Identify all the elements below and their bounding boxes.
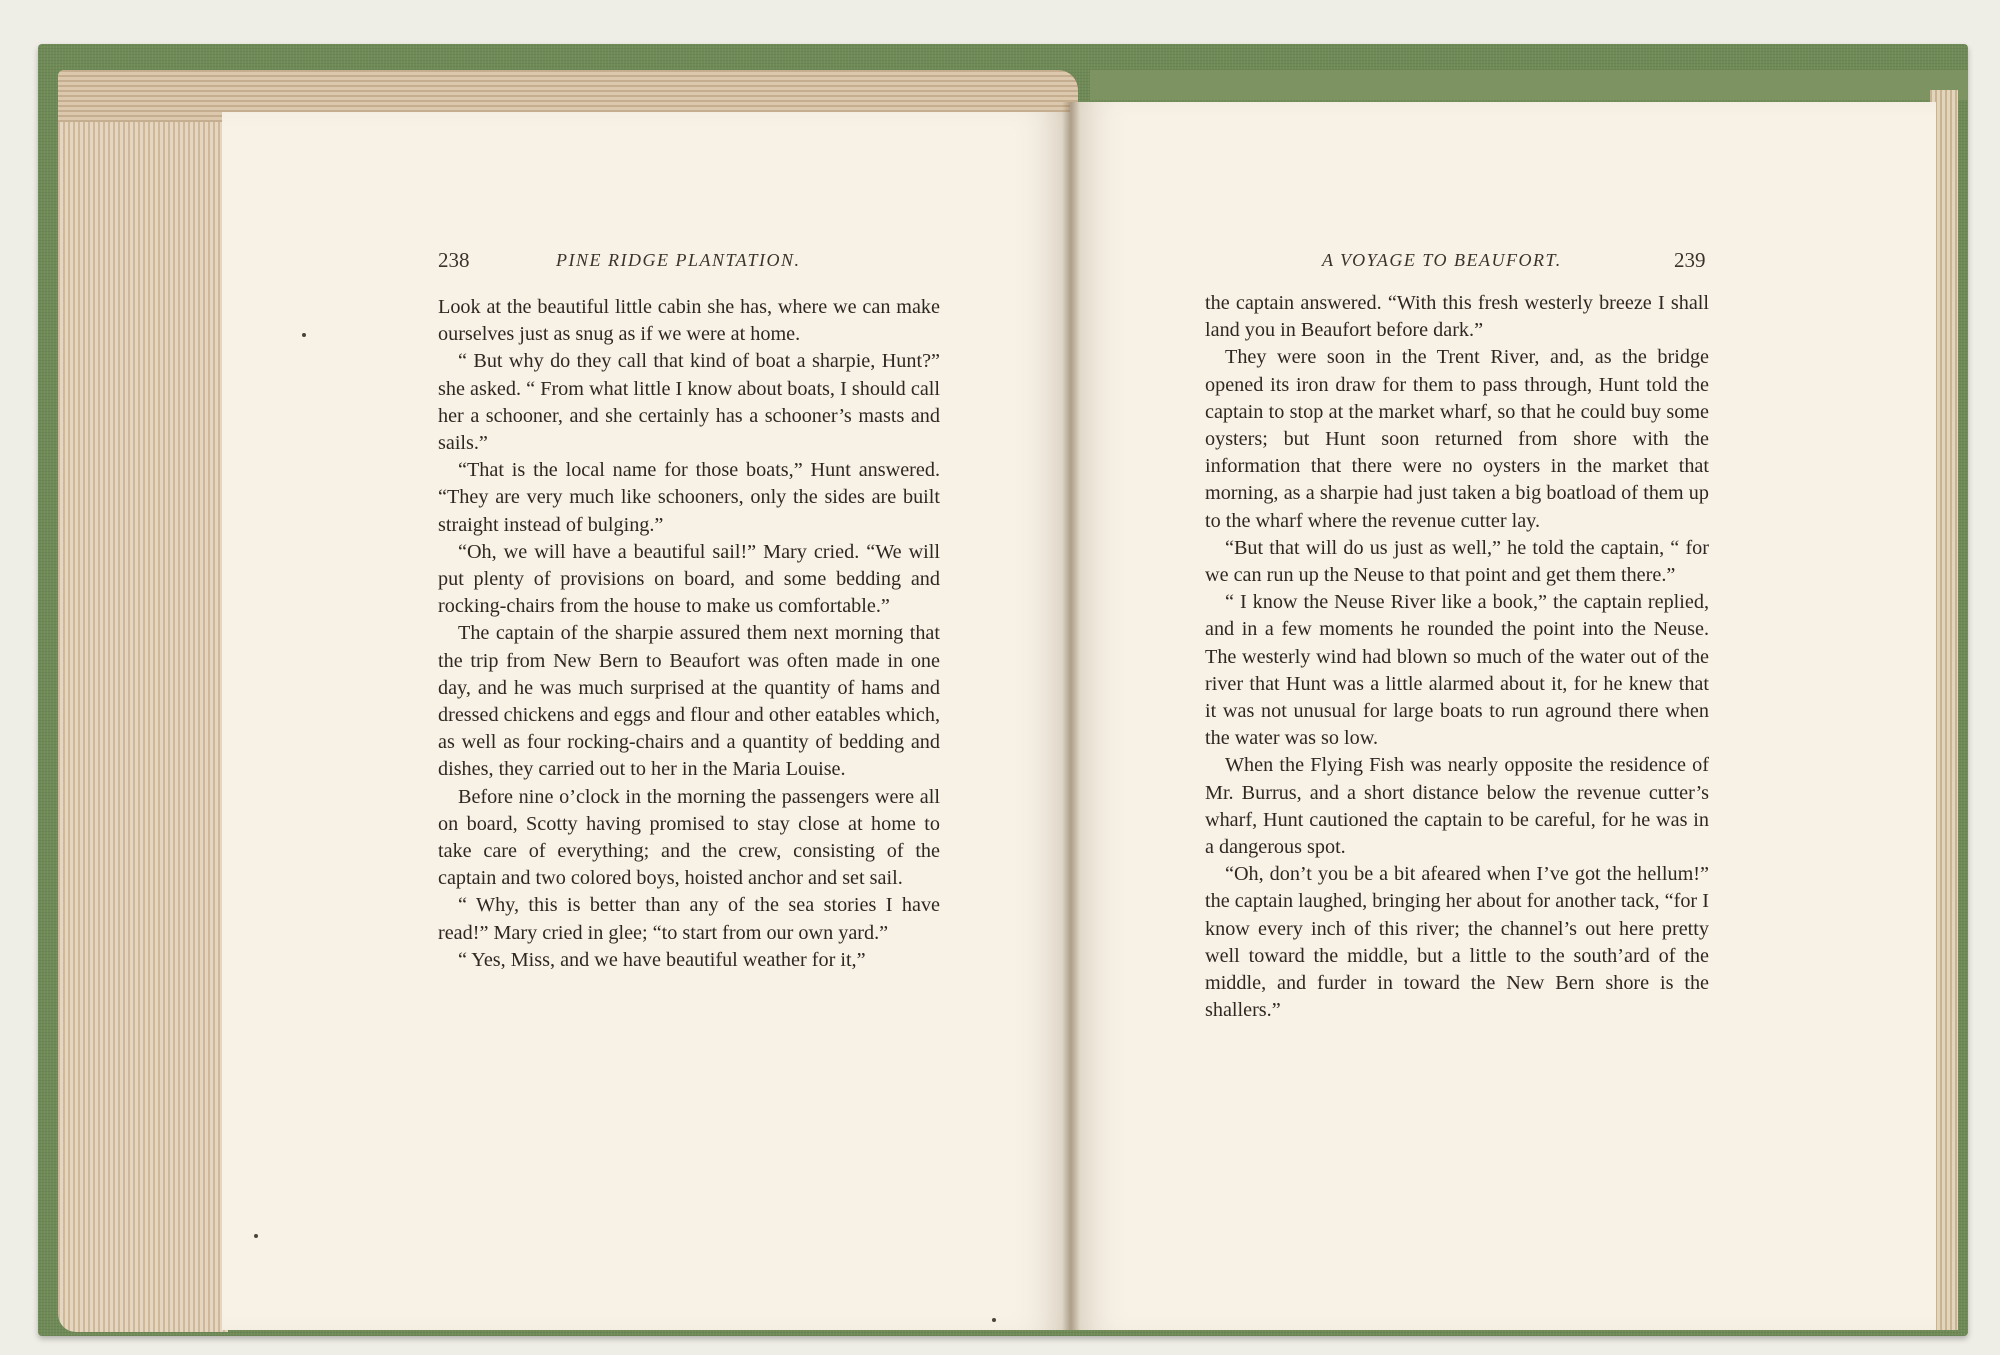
paragraph: “Oh, we will have a beautiful sail!” Mary cried. “We will put plenty of provisions on board, and some bedding and rocking-chairs from the house to make us comfortable.”	[438, 540, 940, 618]
left-page-number: 238	[438, 248, 470, 272]
paragraph: “ But why do they call that kind of boat a sharpie, Hunt?” she asked. “ From what little I know about boats, I should call her a schooner, and she certainly has a schooner’s masts and sails.”	[438, 350, 940, 455]
paragraph: They were soon in the Trent River, and, as the bridge opened its iron draw for them to pass through, Hunt told the captain to stop at the market wharf, so that he could buy some oysters; but Hunt soon returned from shore with the information that there were no oysters in the market that morning, as a sharpie had just taken a big boatload of them up to the wharf where the revenue cutter lay.	[1205, 346, 1709, 532]
paragraph: When the Flying Fish was nearly opposite the residence of Mr. Burrus, and a short distance below the revenue cutter’s wharf, Hunt cautioned the captain to be careful, for he was in a dangerous spot.	[1205, 754, 1709, 859]
page-block-edge-left	[58, 70, 228, 1332]
right-page-text	[1205, 290, 1709, 1024]
paragraph: “Oh, don’t you be a bit afeared when I’ve got the hellum!” the captain laughed, bringing her about for another tack, “for I know every inch of this river; the channel’s out here pretty well toward the middle, but a little to the south’ard of the middle, and furder in toward the New Bern shore is the shallers.”	[1205, 863, 1709, 1022]
paragraph: the captain answered. “With this fresh westerly breeze I shall land you in Beaufort before dark.”	[1205, 292, 1709, 342]
right-page-number: 239	[1674, 248, 1706, 272]
book-cover-edge	[1090, 70, 1968, 100]
paper-speck	[254, 1234, 258, 1238]
paragraph: “But that will do us just as well,” he told the captain, “ for we can run up the Neuse to that point and get them there.”	[1205, 536, 1709, 587]
left-page-text	[438, 294, 940, 974]
left-running-head	[438, 248, 940, 276]
paragraph: “ Yes, Miss, and we have beautiful weather for it,”	[458, 948, 866, 971]
paragraph: “ I know the Neuse River like a book,” the captain replied, and in a few moments he rounded the point into the Neuse. The westerly wind had blown so much of the water out of the river that Hunt was a little alarmed about it, for he knew that it was not unusual for large boats to run aground there when the water was so low.	[1205, 591, 1709, 750]
right-running-title: A VOYAGE TO BEAUFORT.	[1322, 250, 1562, 270]
paragraph: “ Why, this is better than any of the sea stories I have read!” Mary cried in glee; “to start from our own yard.”	[438, 894, 940, 944]
paragraph: The captain of the sharpie assured them next morning that the trip from New Bern to Beaufort was often made in one day, and he was much surprised at the quantity of hams and dressed chickens and eggs and flour and other eatables which, as well as four rocking-chairs and a quantity of bedding and dishes, they carried out to her in the Maria Louise.	[438, 622, 940, 781]
paragraph: Look at the beautiful little cabin she has, where we can make ourselves just as snug as if we were at home.	[438, 296, 940, 346]
paragraph: “That is the local name for those boats,” Hunt answered. “They are very much like schooners, only the sides are built straight instead of bulging.”	[438, 459, 940, 536]
right-running-head	[1205, 248, 1709, 276]
paragraph: Before nine o’clock in the morning the passengers were all on board, Scotty having promised to stay close at home to take care of everything; and the crew, consisting of the captain and two colored boys, hoisted anchor and set sail.	[438, 785, 940, 890]
paper-speck	[302, 333, 306, 337]
book-gutter	[1062, 102, 1080, 1330]
left-running-title: PINE RIDGE PLANTATION.	[556, 250, 801, 270]
paper-speck	[992, 1318, 996, 1322]
